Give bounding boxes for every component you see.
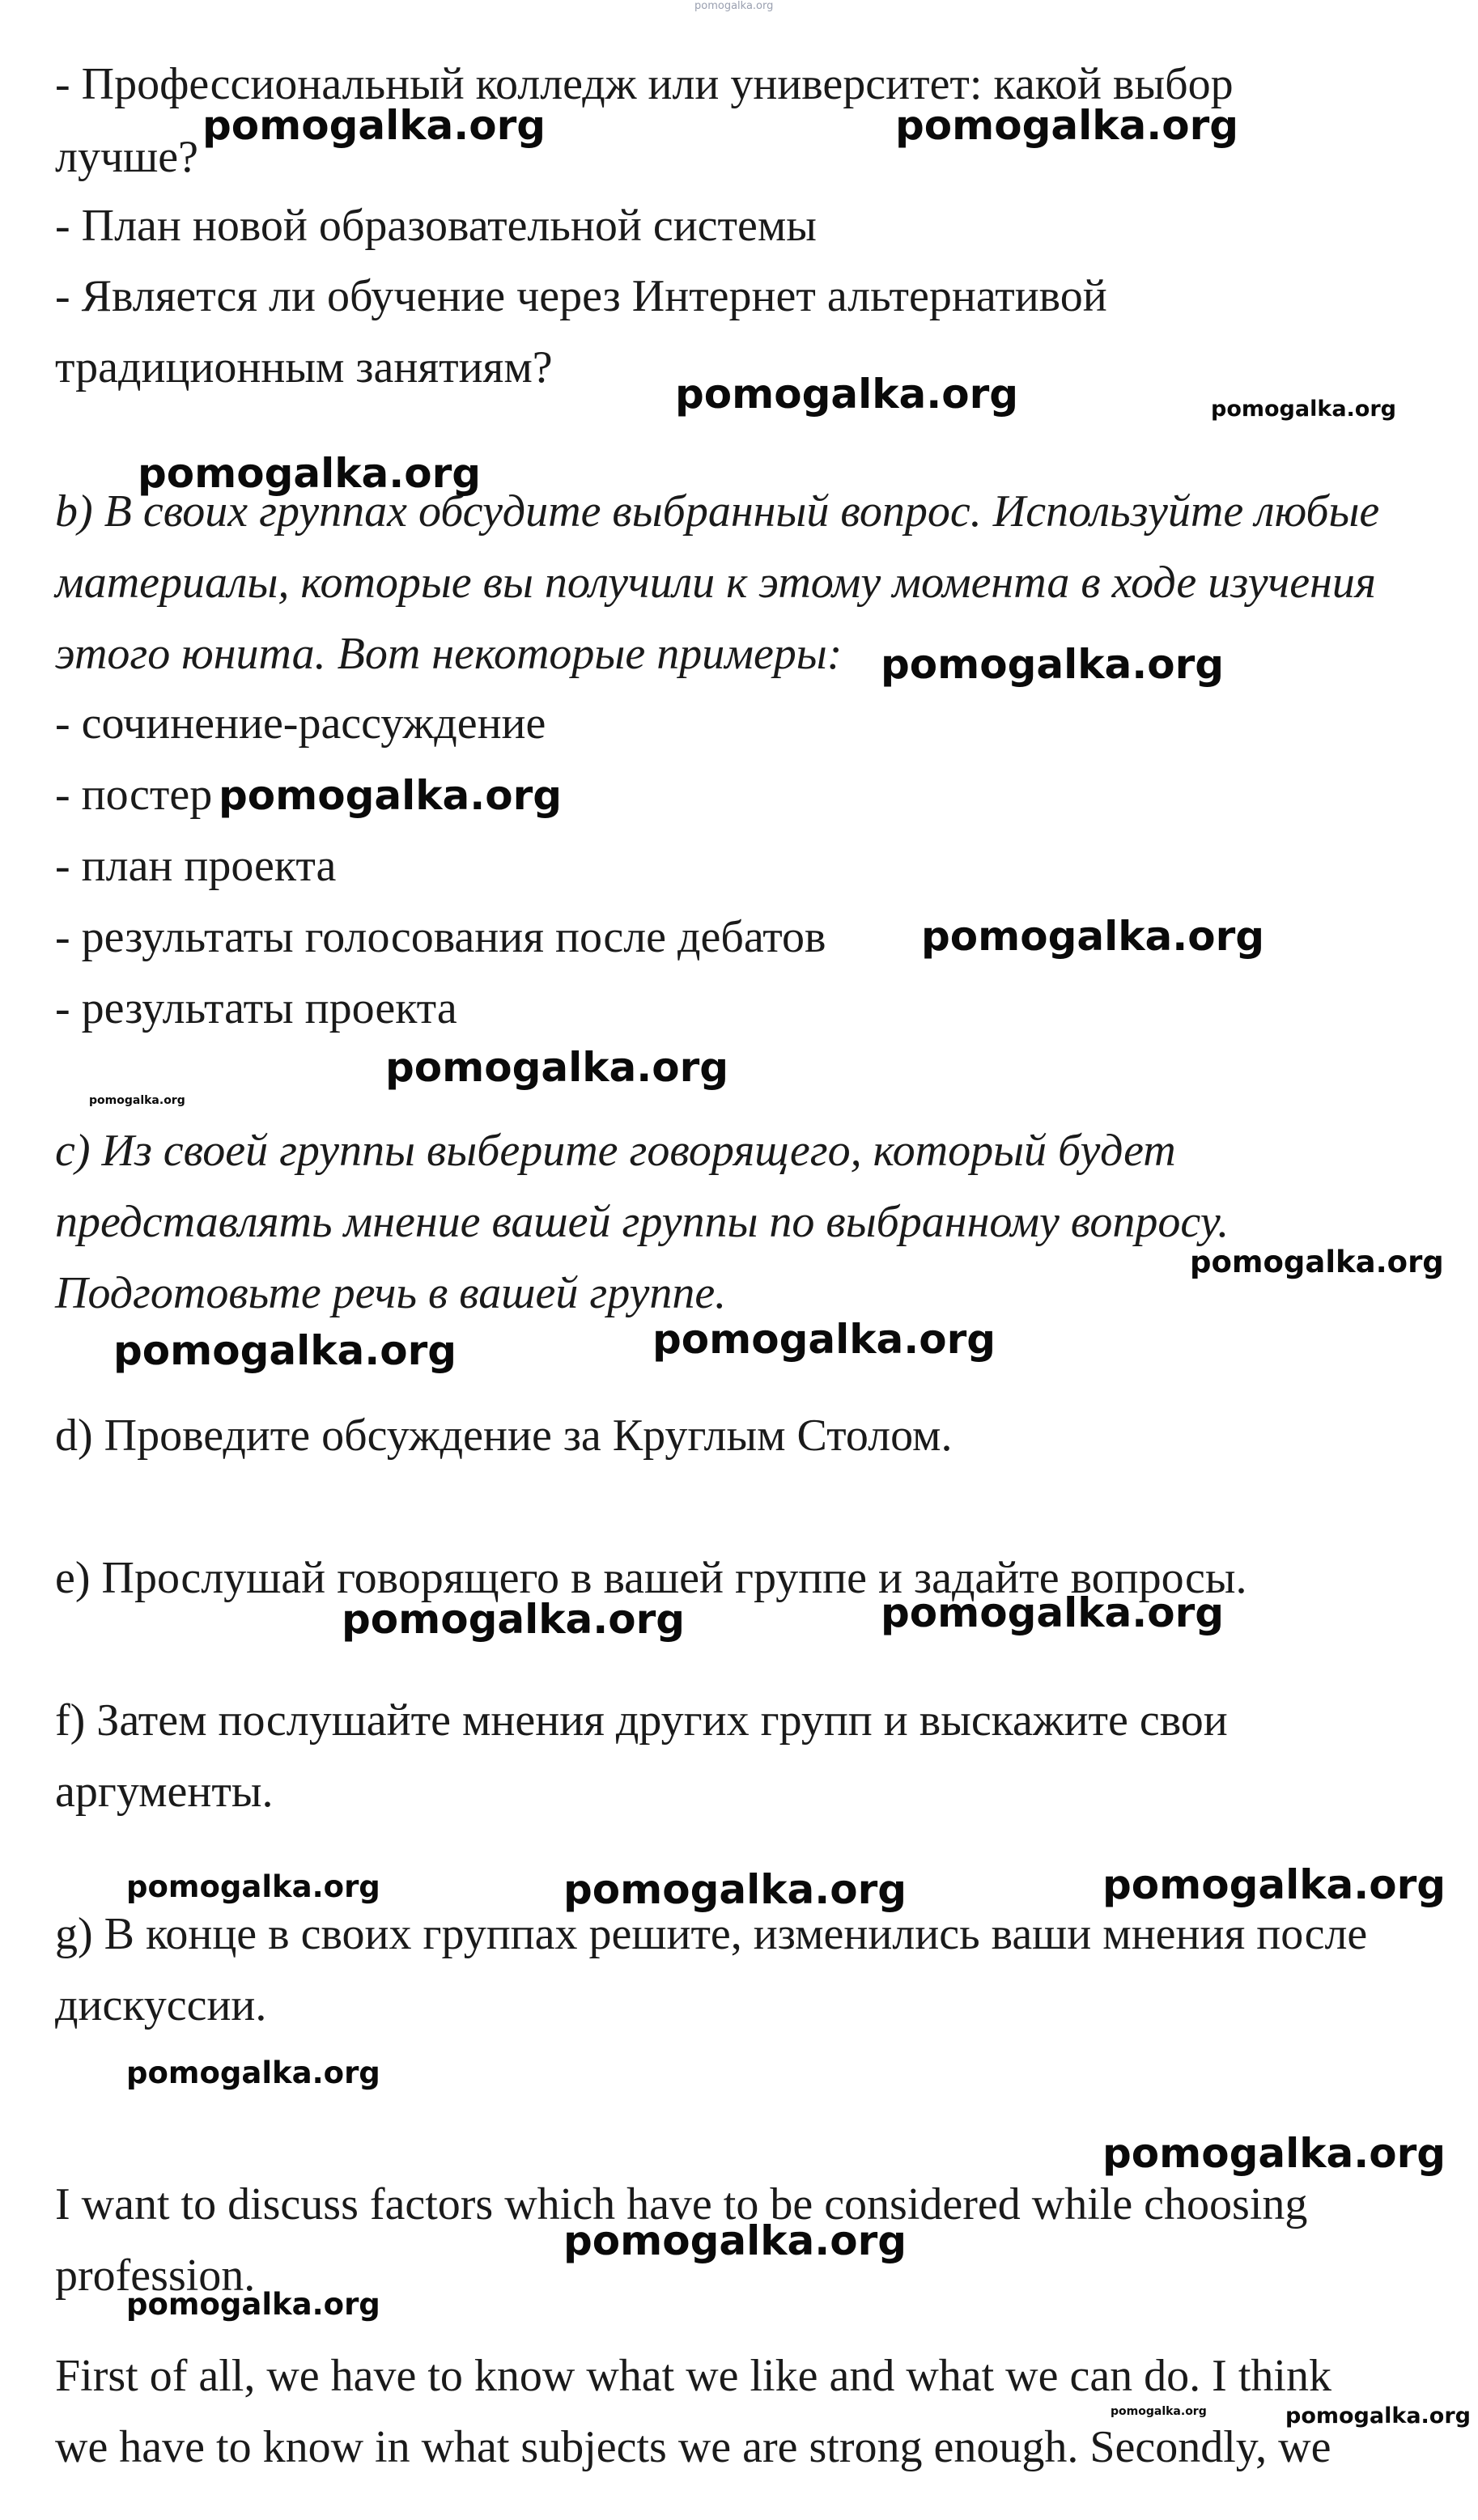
text-line: d) Проведите обсуждение за Круглым Столом. xyxy=(55,1411,953,1461)
watermark: pomogalka.org xyxy=(89,1094,185,1107)
text-line: I want to discuss factors which have to be considered while choosing xyxy=(55,2179,1308,2229)
text-line: profession. xyxy=(55,2251,256,2301)
watermark: pomogalka.org xyxy=(202,102,546,149)
text-line: аргументы. xyxy=(55,1767,274,1817)
text-line-italic: материалы, которые вы получили к этому момента в ходе изучения xyxy=(55,558,1376,608)
watermark: pomogalka.org xyxy=(1102,2130,1446,2177)
watermark: pomogalka.org xyxy=(563,1866,907,1913)
watermark: pomogalka.org xyxy=(881,1589,1225,1636)
text-line: First of all, we have to know what we like and what we can do. I think xyxy=(55,2351,1331,2401)
watermark: pomogalka.org xyxy=(126,2287,380,2322)
watermark: pomogalka.org xyxy=(921,913,1265,960)
text-line-italic: представлять мнение вашей группы по выбранному вопросу. xyxy=(55,1197,1230,1247)
text-line: дискуссии. xyxy=(55,1980,267,2030)
text-line: - Профессиональный колледж или университет: какой выбор xyxy=(55,59,1234,109)
watermark: pomogalka.org xyxy=(126,2055,380,2090)
watermark: pomogalka.org xyxy=(126,1869,380,1904)
watermark: pomogalka.org xyxy=(881,641,1225,688)
watermark: pomogalka.org xyxy=(138,450,482,497)
text-line-italic: Подготовьте речь в вашей группе. xyxy=(55,1268,727,1318)
watermark: pomogalka.org xyxy=(675,371,1019,418)
watermark: pomogalka.org xyxy=(895,102,1239,149)
watermark: pomogalka.org xyxy=(219,772,563,819)
watermark: pomogalka.org xyxy=(1111,2405,1207,2418)
text-line: g) В конце в своих группах решите, изменились ваши мнения после xyxy=(55,1909,1368,1959)
text-line: - Является ли обучение через Интернет альтернативой xyxy=(55,271,1107,321)
watermark: pomogalka.org xyxy=(385,1044,729,1091)
list-item: - результаты проекта xyxy=(55,983,457,1033)
text-line: we have to know in what subjects we are strong enough. Secondly, we xyxy=(55,2422,1331,2472)
watermark: pomogalka.org xyxy=(1190,1245,1444,1279)
watermark: pomogalka.org xyxy=(1211,397,1396,422)
list-item: - план проекта xyxy=(55,841,337,891)
list-item: - результаты голосования после дебатов xyxy=(55,912,826,962)
watermark: pomogalka.org xyxy=(1102,1861,1446,1908)
watermark: pomogalka.org xyxy=(342,1596,686,1643)
text-line: лучше? xyxy=(55,132,198,182)
text-line-italic: этого юнита. Вот некоторые примеры: xyxy=(55,629,843,679)
text-line: традиционным занятиям? xyxy=(55,342,553,392)
watermark: pomogalka.org xyxy=(113,1327,457,1374)
top-watermark: pomogalka.org xyxy=(694,0,774,12)
watermark: pomogalka.org xyxy=(1285,2403,1471,2429)
list-item: - сочинение-рассуждение xyxy=(55,698,546,749)
watermark: pomogalka.org xyxy=(563,2217,907,2264)
text-line: - План новой образовательной системы xyxy=(55,201,817,251)
text-line: f) Затем послушайте мнения других групп и выскажите свои xyxy=(55,1695,1228,1746)
text-line: e) Прослушай говорящего в вашей группе и задайте вопросы. xyxy=(55,1553,1247,1603)
text-line-italic: c) Из своей группы выберите говорящего, который будет xyxy=(55,1126,1176,1176)
watermark: pomogalka.org xyxy=(652,1316,996,1363)
list-item: - постер xyxy=(55,770,213,820)
text-line-italic: b) В своих группах обсудите выбранный вопрос. Используйте любые xyxy=(55,486,1380,537)
